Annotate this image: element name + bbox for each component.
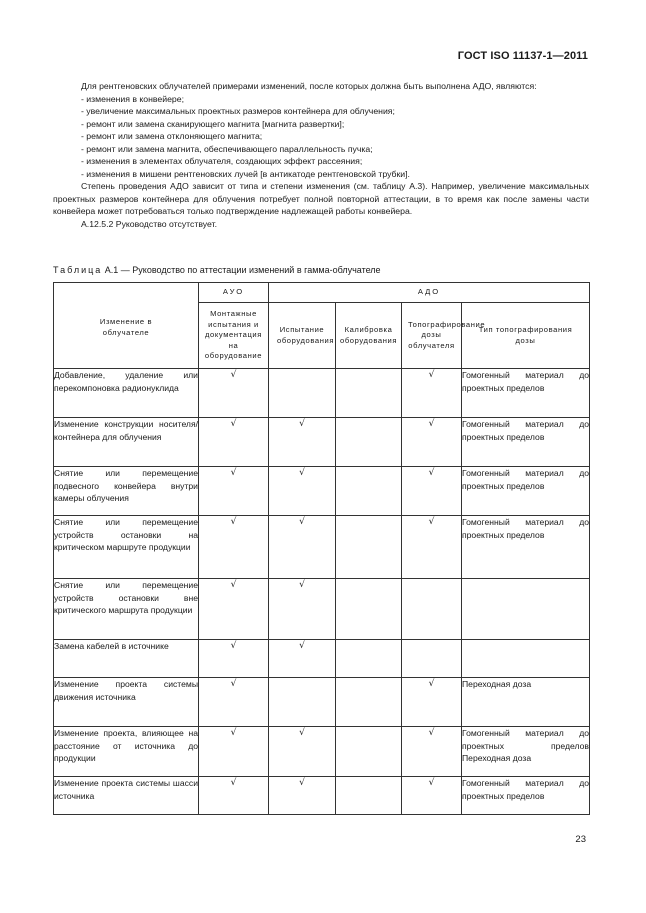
table-row bbox=[54, 640, 590, 678]
cell-topography bbox=[402, 640, 462, 678]
list-item: - изменения в мишени рентгеновских лучей [в антикатоде рентгеновской трубки]. bbox=[81, 168, 410, 179]
cell-change: Снятие или перемещение устройств остановки на критическом маршруте продукции bbox=[54, 516, 199, 579]
cell-calibration bbox=[336, 369, 402, 418]
cell-change: Замена кабелей в источнике bbox=[54, 640, 199, 678]
list-item: - изменения в элементах облучателя, создающих эффект рассеяния; bbox=[81, 156, 363, 166]
cell-test: √ bbox=[269, 418, 336, 467]
cell-montage: √ bbox=[199, 777, 269, 815]
cell-change: Изменение проекта системы движения источника bbox=[54, 678, 199, 727]
cell-topography: √ bbox=[402, 467, 462, 516]
cell-calibration bbox=[336, 418, 402, 467]
cell-montage: √ bbox=[199, 418, 269, 467]
cell-type: Гомогенный материал до проектных пределов bbox=[462, 516, 590, 579]
cell-montage: √ bbox=[199, 467, 269, 516]
cell-montage: √ bbox=[199, 516, 269, 579]
group-header-ayo: АУО bbox=[199, 283, 269, 303]
table-row bbox=[54, 516, 590, 579]
col-header-change: Изменение в облучателе bbox=[54, 283, 199, 369]
col-header-montage: Монтажные испытания и документация на оборудование bbox=[199, 303, 269, 369]
cell-montage: √ bbox=[199, 678, 269, 727]
cell-test: √ bbox=[269, 727, 336, 777]
document-id: ГОСТ ISO 11137-1—2011 bbox=[457, 50, 588, 62]
section-note: А.12.5.2 Руководство отсутствует. bbox=[81, 218, 218, 229]
intro-text bbox=[53, 80, 589, 230]
cell-topography: √ bbox=[402, 678, 462, 727]
cell-calibration bbox=[336, 579, 402, 640]
cell-test: √ bbox=[269, 467, 336, 516]
list-item: - ремонт или замена сканирующего магнита [магнита развертки]; bbox=[81, 118, 345, 129]
table-row bbox=[54, 369, 590, 418]
cell-montage: √ bbox=[199, 640, 269, 678]
cell-test bbox=[269, 369, 336, 418]
group-header-ado: АДО bbox=[269, 283, 590, 303]
list-item: - изменения в конвейере; bbox=[81, 93, 185, 104]
cell-change: Снятие или перемещение устройств остановки вне критического маршрута продукции bbox=[54, 579, 199, 640]
cell-change: Добавление, удаление или перекомпоновка радионуклида bbox=[54, 369, 199, 418]
cell-test: √ bbox=[269, 640, 336, 678]
list-item: - ремонт или замена магнита, обеспечивающего параллельность пучка; bbox=[81, 143, 373, 154]
cell-test: √ bbox=[269, 777, 336, 815]
table-caption-text: А.1 — Руководство по аттестации изменений в гамма-облучателе bbox=[102, 265, 381, 275]
cell-montage: √ bbox=[199, 727, 269, 777]
col-header-topography: Топографирование дозы облучателя bbox=[402, 303, 462, 369]
cell-calibration bbox=[336, 678, 402, 727]
cell-topography: √ bbox=[402, 369, 462, 418]
cell-calibration bbox=[336, 777, 402, 815]
cell-test: √ bbox=[269, 579, 336, 640]
cell-montage: √ bbox=[199, 369, 269, 418]
extent-paragraph: Степень проведения АДО зависит от типа и степени изменения (см. таблицу А.3). Например, увеличение максимальных проектных размеров контейнера для облучения потребует полной повторной аттестации, в то время как после замены части конвейера может потребоваться только подтверждение надлежащей работы конвейера. bbox=[53, 181, 589, 216]
cell-topography: √ bbox=[402, 516, 462, 579]
cell-type: Гомогенный материал до проектных пределов Переходная доза bbox=[462, 727, 590, 777]
table-row bbox=[54, 467, 590, 516]
table-caption-prefix: Таблица bbox=[53, 265, 103, 275]
validation-table bbox=[53, 282, 590, 815]
table-row bbox=[54, 678, 590, 727]
col-header-calibration: Калибровка оборудования bbox=[336, 303, 402, 369]
list-item: - увеличение максимальных проектных размеров контейнера для облучения; bbox=[81, 106, 395, 116]
cell-topography bbox=[402, 579, 462, 640]
cell-test bbox=[269, 678, 336, 727]
change-list bbox=[53, 93, 589, 181]
cell-change: Изменение проекта, влияющее на расстояние от источника до продукции bbox=[54, 727, 199, 777]
col-header-type: Тип топографирования дозы bbox=[462, 303, 590, 369]
table-caption bbox=[53, 264, 381, 276]
intro-paragraph: Для рентгеновских облучателей примерами изменений, после которых должна быть выполнена АДО, являются: bbox=[81, 81, 537, 91]
cell-type: Переходная доза bbox=[462, 678, 590, 727]
cell-type: Гомогенный материал до проектных пределов bbox=[462, 467, 590, 516]
table-row bbox=[54, 579, 590, 640]
cell-topography: √ bbox=[402, 727, 462, 777]
cell-topography: √ bbox=[402, 777, 462, 815]
table-row bbox=[54, 777, 590, 815]
cell-topography: √ bbox=[402, 418, 462, 467]
list-item: - ремонт или замена отклоняющего магнита; bbox=[81, 131, 263, 141]
cell-type: Гомогенный материал до проектных пределов bbox=[462, 418, 590, 467]
table-row bbox=[54, 418, 590, 467]
cell-calibration bbox=[336, 516, 402, 579]
cell-montage: √ bbox=[199, 579, 269, 640]
cell-type: Гомогенный материал до проектных пределов bbox=[462, 777, 590, 815]
cell-calibration bbox=[336, 727, 402, 777]
cell-calibration bbox=[336, 467, 402, 516]
page-number: 23 bbox=[575, 834, 586, 845]
table-row bbox=[54, 727, 590, 777]
cell-change: Изменение проекта системы шасси источника bbox=[54, 777, 199, 815]
cell-test: √ bbox=[269, 516, 336, 579]
cell-change: Снятие или перемещение подвесного конвейера внутри камеры облучения bbox=[54, 467, 199, 516]
cell-calibration bbox=[336, 640, 402, 678]
col-header-test: Испытание оборудования bbox=[269, 303, 336, 369]
cell-type bbox=[462, 640, 590, 678]
cell-type: Гомогенный материал до проектных пределов bbox=[462, 369, 590, 418]
cell-type bbox=[462, 579, 590, 640]
cell-change: Изменение конструкции носителя/контейнера для облучения bbox=[54, 418, 199, 467]
